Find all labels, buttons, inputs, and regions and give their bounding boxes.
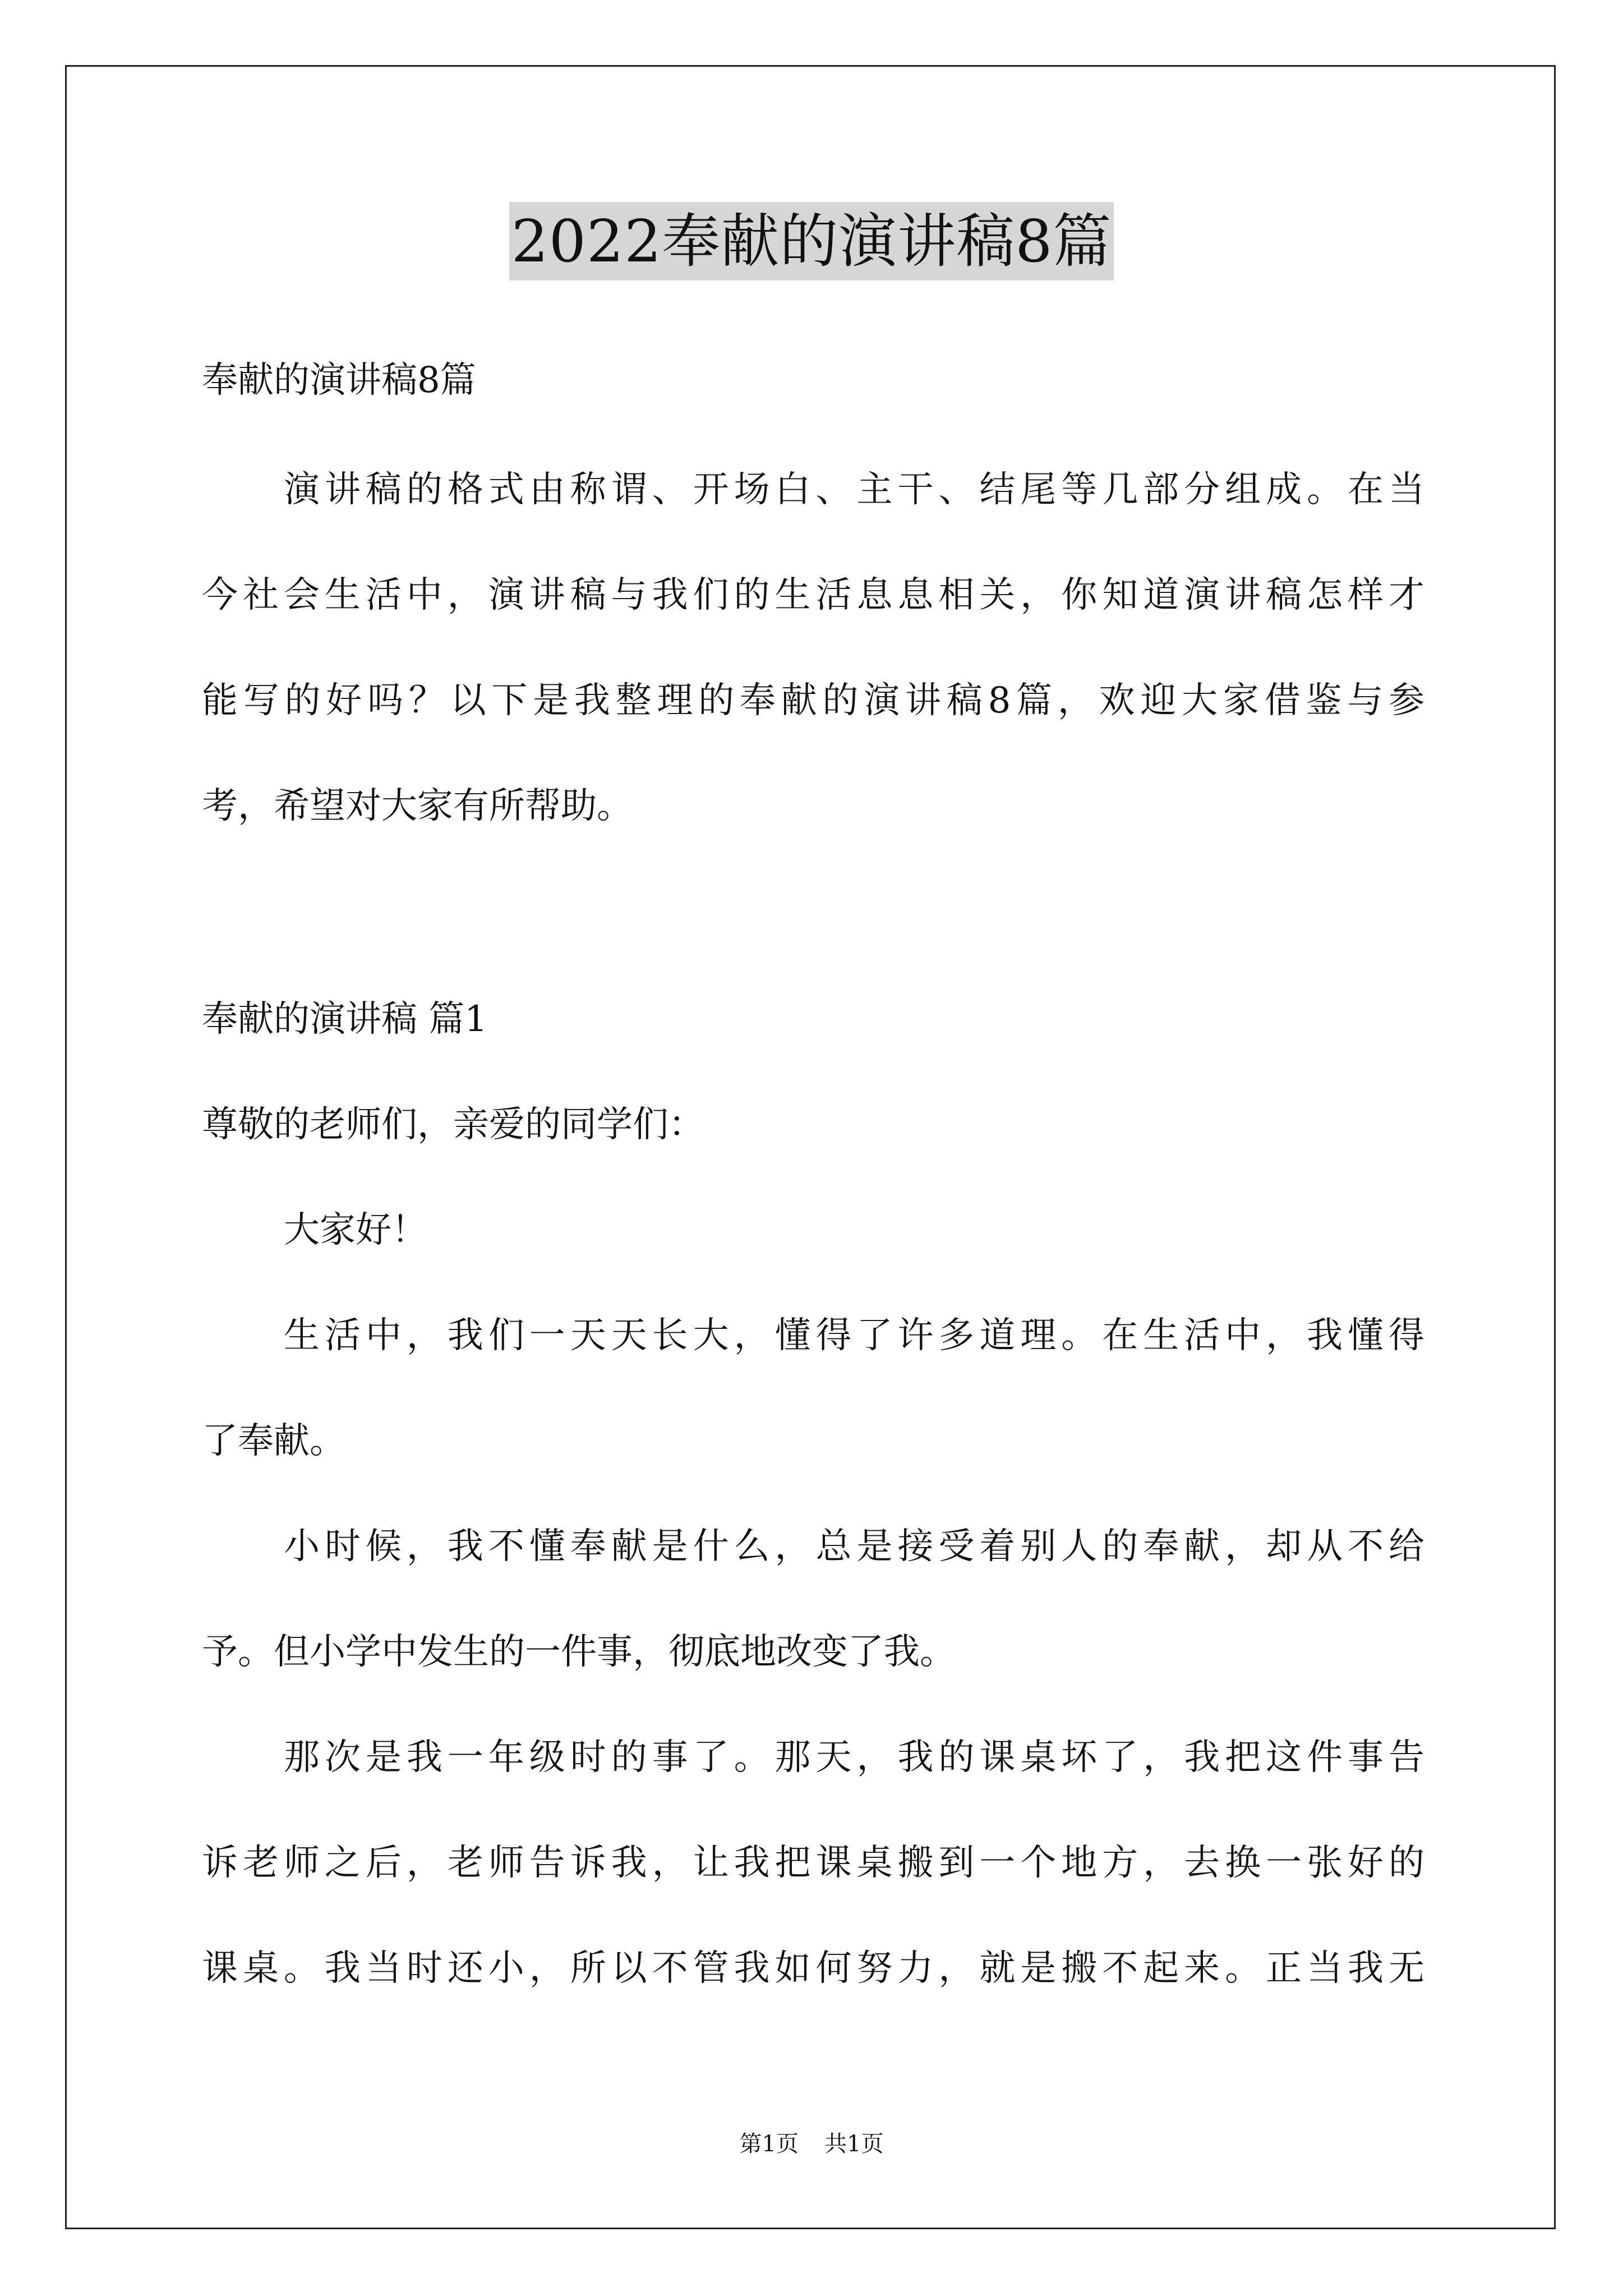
title-container (0, 202, 1623, 280)
paragraph-line: 那次是我一年级时的事了。那天，我的课桌坏了，我把这件事告 (284, 1737, 1424, 1778)
paragraph-line: 小时候，我不懂奉献是什么，总是接受着别人的奉献，却从不给 (284, 1526, 1424, 1567)
document-subtitle: 奉献的演讲稿8篇 (202, 360, 476, 401)
page-number-total: 共1页 (824, 2131, 884, 2157)
intro-line: 能写的好吗？以下是我整理的奉献的演讲稿8篇，欢迎大家借鉴与参 (202, 680, 1424, 721)
paragraph-line: 诉老师之后，老师告诉我，让我把课桌搬到一个地方，去换一张好的 (202, 1842, 1424, 1884)
paragraph-line: 予。但小学中发生的一件事，彻底地改变了我。 (202, 1631, 956, 1673)
greeting: 大家好！ (284, 1209, 427, 1251)
intro-line: 演讲稿的格式由称谓、开场白、主干、结尾等几部分组成。在当 (284, 469, 1424, 510)
section-heading: 奉献的演讲稿 篇1 (202, 999, 488, 1040)
paragraph-line: 课桌。我当时还小，所以不管我如何努力，就是搬不起来。正当我无 (202, 1948, 1424, 1989)
paragraph-3 (202, 1729, 1424, 2046)
document-title: 2022奉献的演讲稿8篇 (509, 202, 1114, 280)
paragraph-2 (202, 1519, 1424, 1729)
intro-paragraph (202, 462, 1424, 884)
paragraph-line: 生活中，我们一天天长大，懂得了许多道理。在生活中，我懂得 (284, 1315, 1424, 1356)
intro-line: 考，希望对大家有所帮助。 (202, 785, 633, 827)
paragraph-1 (202, 1308, 1424, 1519)
paragraph-line: 了奉献。 (202, 1420, 345, 1462)
page-number-current: 第1页 (739, 2131, 799, 2157)
salutation: 尊敬的老师们，亲爱的同学们： (202, 1104, 704, 1145)
page-footer (0, 2127, 1623, 2161)
intro-line: 今社会生活中，演讲稿与我们的生活息息相关，你知道演讲稿怎样才 (202, 574, 1424, 616)
